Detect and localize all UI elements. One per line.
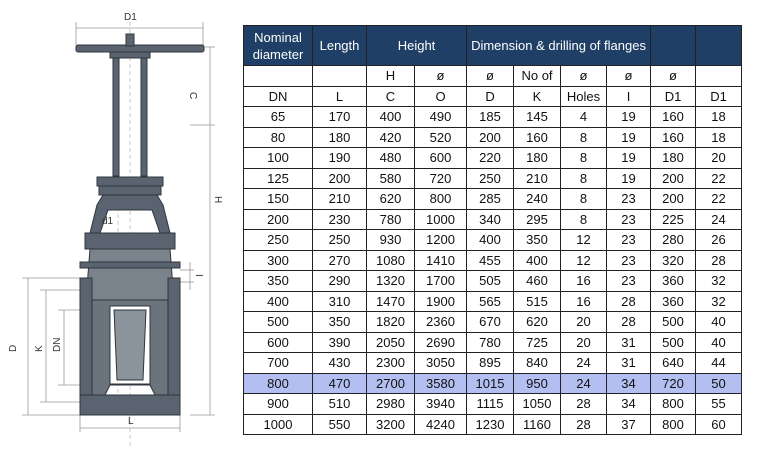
table-cell: 28 xyxy=(561,394,607,415)
table-row xyxy=(244,332,742,353)
table-cell: 2050 xyxy=(367,332,415,353)
table-cell: 720 xyxy=(651,373,696,394)
table-cell: 1160 xyxy=(514,414,561,435)
table-cell: 295 xyxy=(514,209,561,230)
table-cell: 1115 xyxy=(467,394,514,415)
table-cell: 20 xyxy=(696,148,742,169)
table-cell: 55 xyxy=(696,394,742,415)
table-cell: 250 xyxy=(244,230,313,251)
label-C: C xyxy=(187,92,198,100)
table-cell: 40 xyxy=(696,312,742,333)
table-cell: 125 xyxy=(244,168,313,189)
table-cell: 1015 xyxy=(467,373,514,394)
table-cell: 19 xyxy=(607,127,651,148)
table-cell: 190 xyxy=(313,148,367,169)
table-cell: 950 xyxy=(514,373,561,394)
table-row xyxy=(244,250,742,271)
table-cell: 150 xyxy=(244,189,313,210)
table-cell: ø xyxy=(607,66,651,87)
table-cell: 1900 xyxy=(415,291,467,312)
table-cell: 180 xyxy=(651,148,696,169)
table-cell: 220 xyxy=(467,148,514,169)
label-DN: DN xyxy=(52,337,63,352)
table-cell: 400 xyxy=(514,250,561,271)
table-cell: 350 xyxy=(514,230,561,251)
table-cell xyxy=(313,66,367,87)
table-cell: 480 xyxy=(367,148,415,169)
table-cell: 37 xyxy=(607,414,651,435)
table-cell: 2980 xyxy=(367,394,415,415)
table-cell: I xyxy=(607,86,651,107)
table-cell: 350 xyxy=(313,312,367,333)
table-cell: 23 xyxy=(607,230,651,251)
table-cell: 1000 xyxy=(244,414,313,435)
table-symbol-row xyxy=(244,66,742,87)
table-cell: 225 xyxy=(651,209,696,230)
table-cell: 2300 xyxy=(367,353,415,374)
table-cell: 32 xyxy=(696,291,742,312)
table-cell: 250 xyxy=(467,168,514,189)
table-cell: 180 xyxy=(313,127,367,148)
table-cell: 470 xyxy=(313,373,367,394)
table-cell: 210 xyxy=(514,168,561,189)
table-cell: 510 xyxy=(313,394,367,415)
table-cell: 895 xyxy=(467,353,514,374)
table-row xyxy=(244,148,742,169)
table-cell: 800 xyxy=(244,373,313,394)
table-cell: 2690 xyxy=(415,332,467,353)
table-cell: 780 xyxy=(467,332,514,353)
table-cell: C xyxy=(367,86,415,107)
table-cell: 2700 xyxy=(367,373,415,394)
table-cell: 390 xyxy=(313,332,367,353)
table-cell: 170 xyxy=(313,107,367,128)
table-cell: 520 xyxy=(415,127,467,148)
table-row xyxy=(244,127,742,148)
table-cell: 900 xyxy=(244,394,313,415)
table-cell: 800 xyxy=(651,394,696,415)
table-cell: 455 xyxy=(467,250,514,271)
table-cell: 250 xyxy=(313,230,367,251)
label-d1: d1 xyxy=(102,216,114,227)
table-row xyxy=(244,414,742,435)
table-cell: 360 xyxy=(651,291,696,312)
table-cell: 19 xyxy=(607,148,651,169)
table-cell: ø xyxy=(561,66,607,87)
table-cell: 145 xyxy=(514,107,561,128)
table-cell: 490 xyxy=(415,107,467,128)
table-cell: 44 xyxy=(696,353,742,374)
table-cell: 550 xyxy=(313,414,367,435)
table-cell: 230 xyxy=(313,209,367,230)
table-cell: 22 xyxy=(696,168,742,189)
label-D1: D1 xyxy=(124,12,137,23)
header-length: Length xyxy=(313,26,367,66)
table-cell: 24 xyxy=(561,353,607,374)
table-cell: 290 xyxy=(313,271,367,292)
table-cell: 240 xyxy=(514,189,561,210)
table-cell: 600 xyxy=(244,332,313,353)
table-cell: 3580 xyxy=(415,373,467,394)
table-row xyxy=(244,189,742,210)
table-cell: 19 xyxy=(607,168,651,189)
table-cell: 400 xyxy=(244,291,313,312)
table-cell: 350 xyxy=(244,271,313,292)
table-cell: 600 xyxy=(415,148,467,169)
table-cell: 1230 xyxy=(467,414,514,435)
table-cell: 400 xyxy=(467,230,514,251)
table-cell: 1320 xyxy=(367,271,415,292)
table-cell: 185 xyxy=(467,107,514,128)
table-cell: 1470 xyxy=(367,291,415,312)
table-cell: D1 xyxy=(696,86,742,107)
table-cell: 16 xyxy=(561,271,607,292)
table-cell: 12 xyxy=(561,230,607,251)
table-cell: 34 xyxy=(607,373,651,394)
table-cell: H xyxy=(367,66,415,87)
table-cell: 28 xyxy=(607,312,651,333)
table-cell: 80 xyxy=(244,127,313,148)
table-cell: 1820 xyxy=(367,312,415,333)
table-cell: 285 xyxy=(467,189,514,210)
table-cell: 19 xyxy=(607,107,651,128)
table-cell: 720 xyxy=(415,168,467,189)
table-cell: 3050 xyxy=(415,353,467,374)
table-cell: 31 xyxy=(607,332,651,353)
table-cell: 460 xyxy=(514,271,561,292)
table-cell: 3940 xyxy=(415,394,467,415)
table-cell: 200 xyxy=(467,127,514,148)
table-cell: 1050 xyxy=(514,394,561,415)
table-cell: 100 xyxy=(244,148,313,169)
table-cell: 50 xyxy=(696,373,742,394)
table-cell: 23 xyxy=(607,271,651,292)
label-H: H xyxy=(212,196,223,204)
table-cell: 200 xyxy=(244,209,313,230)
table-unit-row xyxy=(244,86,742,107)
table-cell: 515 xyxy=(514,291,561,312)
header-flange-dimensions: Dimension & drilling of flanges xyxy=(467,26,651,66)
table-cell: No of xyxy=(514,66,561,87)
table-cell: 24 xyxy=(696,209,742,230)
table-cell: DN xyxy=(244,86,313,107)
table-cell: 4 xyxy=(561,107,607,128)
table-cell: 32 xyxy=(696,271,742,292)
table-cell: 1080 xyxy=(367,250,415,271)
table-row xyxy=(244,107,742,128)
label-D: D xyxy=(8,344,19,352)
table-cell: 8 xyxy=(561,209,607,230)
table-cell: 24 xyxy=(561,373,607,394)
gate-valve-drawing xyxy=(0,0,240,460)
table-cell: 20 xyxy=(561,312,607,333)
table-cell: 160 xyxy=(651,127,696,148)
table-cell: 8 xyxy=(561,127,607,148)
table-cell: ø xyxy=(415,66,467,87)
handwheel xyxy=(76,45,204,52)
table-cell: ø xyxy=(651,66,696,87)
table-cell: 620 xyxy=(367,189,415,210)
table-cell: D1 xyxy=(651,86,696,107)
table-cell: 60 xyxy=(696,414,742,435)
header-blank-1 xyxy=(651,26,696,66)
table-cell: 3200 xyxy=(367,414,415,435)
table-row xyxy=(244,394,742,415)
table-cell: 780 xyxy=(367,209,415,230)
label-I: I xyxy=(193,274,204,277)
table-row xyxy=(244,271,742,292)
table-cell: Holes xyxy=(561,86,607,107)
table-cell xyxy=(696,66,742,87)
table-cell: 34 xyxy=(607,394,651,415)
table-cell: 180 xyxy=(514,148,561,169)
table-cell: 840 xyxy=(514,353,561,374)
table-cell: 210 xyxy=(313,189,367,210)
table-cell: 200 xyxy=(651,189,696,210)
header-height: Height xyxy=(367,26,467,66)
table-cell: 430 xyxy=(313,353,367,374)
table-cell: 500 xyxy=(651,332,696,353)
table-cell: 23 xyxy=(607,209,651,230)
table-cell: 65 xyxy=(244,107,313,128)
table-cell: 160 xyxy=(651,107,696,128)
label-K: K xyxy=(34,345,45,352)
table-cell: 40 xyxy=(696,332,742,353)
header-nominal-diameter: Nominal diameter xyxy=(244,26,313,66)
table-cell: 26 xyxy=(696,230,742,251)
table-cell: 360 xyxy=(651,271,696,292)
table-cell: 640 xyxy=(651,353,696,374)
table-cell: 500 xyxy=(244,312,313,333)
table-cell: 8 xyxy=(561,148,607,169)
table-cell: L xyxy=(313,86,367,107)
table-cell: 1200 xyxy=(415,230,467,251)
table-cell: D xyxy=(467,86,514,107)
table-row xyxy=(244,209,742,230)
table-row xyxy=(244,312,742,333)
table-cell: 1000 xyxy=(415,209,467,230)
table-cell: 505 xyxy=(467,271,514,292)
table-cell: 420 xyxy=(367,127,415,148)
table-cell: 280 xyxy=(651,230,696,251)
table-cell: 800 xyxy=(651,414,696,435)
table-cell: 300 xyxy=(244,250,313,271)
table-cell: 1700 xyxy=(415,271,467,292)
table-cell: 23 xyxy=(607,250,651,271)
table-row xyxy=(244,291,742,312)
table-row xyxy=(244,168,742,189)
table-cell: 800 xyxy=(415,189,467,210)
table-cell: 18 xyxy=(696,107,742,128)
table-cell: 4240 xyxy=(415,414,467,435)
table-cell: 8 xyxy=(561,189,607,210)
table-cell: 28 xyxy=(696,250,742,271)
valve-body xyxy=(76,34,204,415)
table-row xyxy=(244,373,742,394)
table-cell: 1410 xyxy=(415,250,467,271)
table-header-row xyxy=(244,26,742,66)
table-cell: 28 xyxy=(561,414,607,435)
table-cell: 500 xyxy=(651,312,696,333)
table-cell: 16 xyxy=(561,291,607,312)
table-cell: 310 xyxy=(313,291,367,312)
table-cell: 12 xyxy=(561,250,607,271)
table-cell: 580 xyxy=(367,168,415,189)
table-cell: 930 xyxy=(367,230,415,251)
table-cell: 20 xyxy=(561,332,607,353)
table-cell: 200 xyxy=(313,168,367,189)
table-cell: 31 xyxy=(607,353,651,374)
table-cell: 400 xyxy=(367,107,415,128)
table-cell: 22 xyxy=(696,189,742,210)
table-cell: 270 xyxy=(313,250,367,271)
table-row xyxy=(244,353,742,374)
table-cell: 565 xyxy=(467,291,514,312)
table-cell: 340 xyxy=(467,209,514,230)
table-cell: 28 xyxy=(607,291,651,312)
table-cell: 160 xyxy=(514,127,561,148)
table-cell: 8 xyxy=(561,168,607,189)
table-cell xyxy=(244,66,313,87)
table-cell: 620 xyxy=(514,312,561,333)
table-cell: 2360 xyxy=(415,312,467,333)
table-cell: 725 xyxy=(514,332,561,353)
table-row xyxy=(244,230,742,251)
header-blank-2 xyxy=(696,26,742,66)
table-cell: 23 xyxy=(607,189,651,210)
label-L: L xyxy=(128,416,134,427)
valve-dimension-table xyxy=(243,25,742,435)
table-cell: 700 xyxy=(244,353,313,374)
table-cell: ø xyxy=(467,66,514,87)
table-cell: K xyxy=(514,86,561,107)
table-cell: 200 xyxy=(651,168,696,189)
table-cell: O xyxy=(415,86,467,107)
table-cell: 18 xyxy=(696,127,742,148)
table-cell: 320 xyxy=(651,250,696,271)
table-cell: 670 xyxy=(467,312,514,333)
